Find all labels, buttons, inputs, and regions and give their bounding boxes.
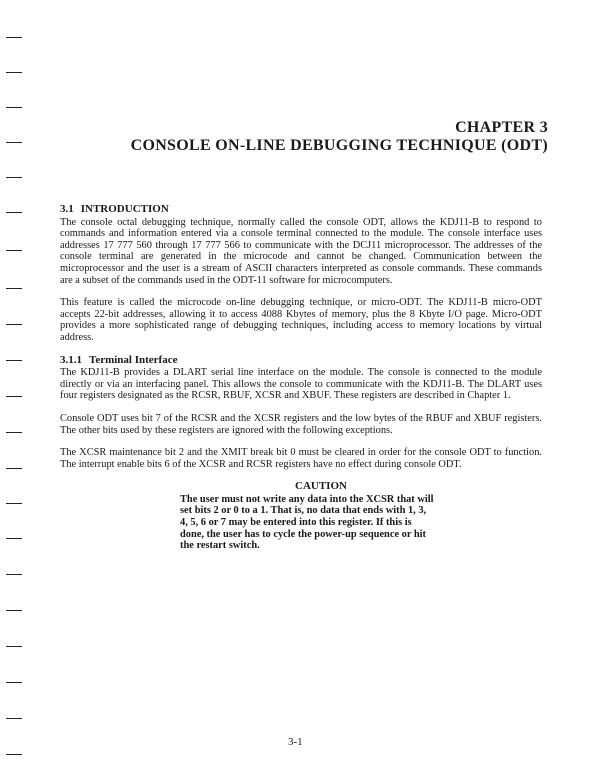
- binder-tick: [6, 468, 22, 469]
- binder-tick: [6, 107, 22, 108]
- binder-tick: [6, 324, 22, 325]
- binder-tick: [6, 682, 22, 683]
- section-title: INTRODUCTION: [80, 203, 169, 215]
- binder-tick: [6, 37, 22, 38]
- section-number: 3.1: [60, 203, 74, 215]
- binder-tick: [6, 360, 22, 361]
- binder-tick: [6, 718, 22, 719]
- chapter-title: CONSOLE ON-LINE DEBUGGING TECHNIQUE (ODT): [130, 137, 548, 154]
- binder-tick: [6, 212, 22, 213]
- binder-tick: [6, 574, 22, 575]
- binder-tick: [6, 250, 22, 251]
- binder-tick: [6, 177, 22, 178]
- paragraph: The XCSR maintenance bit 2 and the XMIT break bit 0 must be cleared in order for the console ODT to function. The interrupt enable bits 6 of the XCSR and RCSR registers have no effect during console ODT.: [60, 447, 542, 470]
- binder-tick: [6, 646, 22, 647]
- binder-tick: [6, 538, 22, 539]
- paragraph: The KDJ11-B provides a DLART serial line interface on the module. The console is connected to the module directly or via an interfacing panel. This allows the console to communicate with the KDJ11-B. The DLART uses four registers designated as the RCSR, RBUF, XCSR and XBUF. These registers are described in Chapter 1.: [60, 367, 542, 402]
- section-heading-introduction: [60, 204, 542, 216]
- binder-tick: [6, 288, 22, 289]
- paragraph: The console octal debugging technique, normally called the console ODT, allows the KDJ11-B to respond to commands and information entered via a console terminal connected to the module. The console interface uses addresses 17 777 560 through 17 777 566 to communicate with the DCJ11 microprocessor. The addresses of the console terminal are generated in the microcode and cannot be changed. Communication between the microprocessor and the user is a stream of ASCII characters interpreted as console commands. These commands are a subset of the commands used in the ODT-11 software for microcomputers.: [60, 216, 542, 286]
- section-heading-terminal-interface: [60, 355, 542, 367]
- binder-tick: [6, 396, 22, 397]
- binder-tick: [6, 432, 22, 433]
- paragraph: This feature is called the microcode on-line debugging technique, or micro-ODT. The KDJ11-B micro-ODT accepts 22-bit addresses, allowing it to access 4088 Kbytes of memory, plus the 8 Kbyte I/O page. Micro-ODT provides a more sophisticated range of debugging techniques, including access to memory locations by virtual address.: [60, 297, 542, 343]
- binder-tick: [6, 610, 22, 611]
- binder-tick: [6, 503, 22, 504]
- page-number: 3-1: [288, 736, 303, 748]
- binder-tick: [6, 754, 22, 755]
- caution-text: The user must not write any data into the XCSR that will set bits 2 or 0 to a 1. That is, no data that ends with 1, 3, 4, 5, 6 or 7 may be entered into this register. If this is done, the user has to cycle the power-up sequence or hit the restart switch.: [180, 493, 434, 552]
- binder-tick: [6, 142, 22, 143]
- page-content: [60, 204, 542, 552]
- chapter-number: CHAPTER 3: [455, 119, 548, 136]
- section-number: 3.1.1: [60, 353, 82, 366]
- section-title: Terminal Interface: [89, 353, 178, 366]
- binder-tick: [6, 72, 22, 73]
- paragraph: Console ODT uses bit 7 of the RCSR and the XCSR registers and the low bytes of the RBUF and XBUF registers. The other bits used by these registers are ignored with the following exceptions.: [60, 412, 542, 436]
- caution-title: CAUTION: [295, 480, 347, 493]
